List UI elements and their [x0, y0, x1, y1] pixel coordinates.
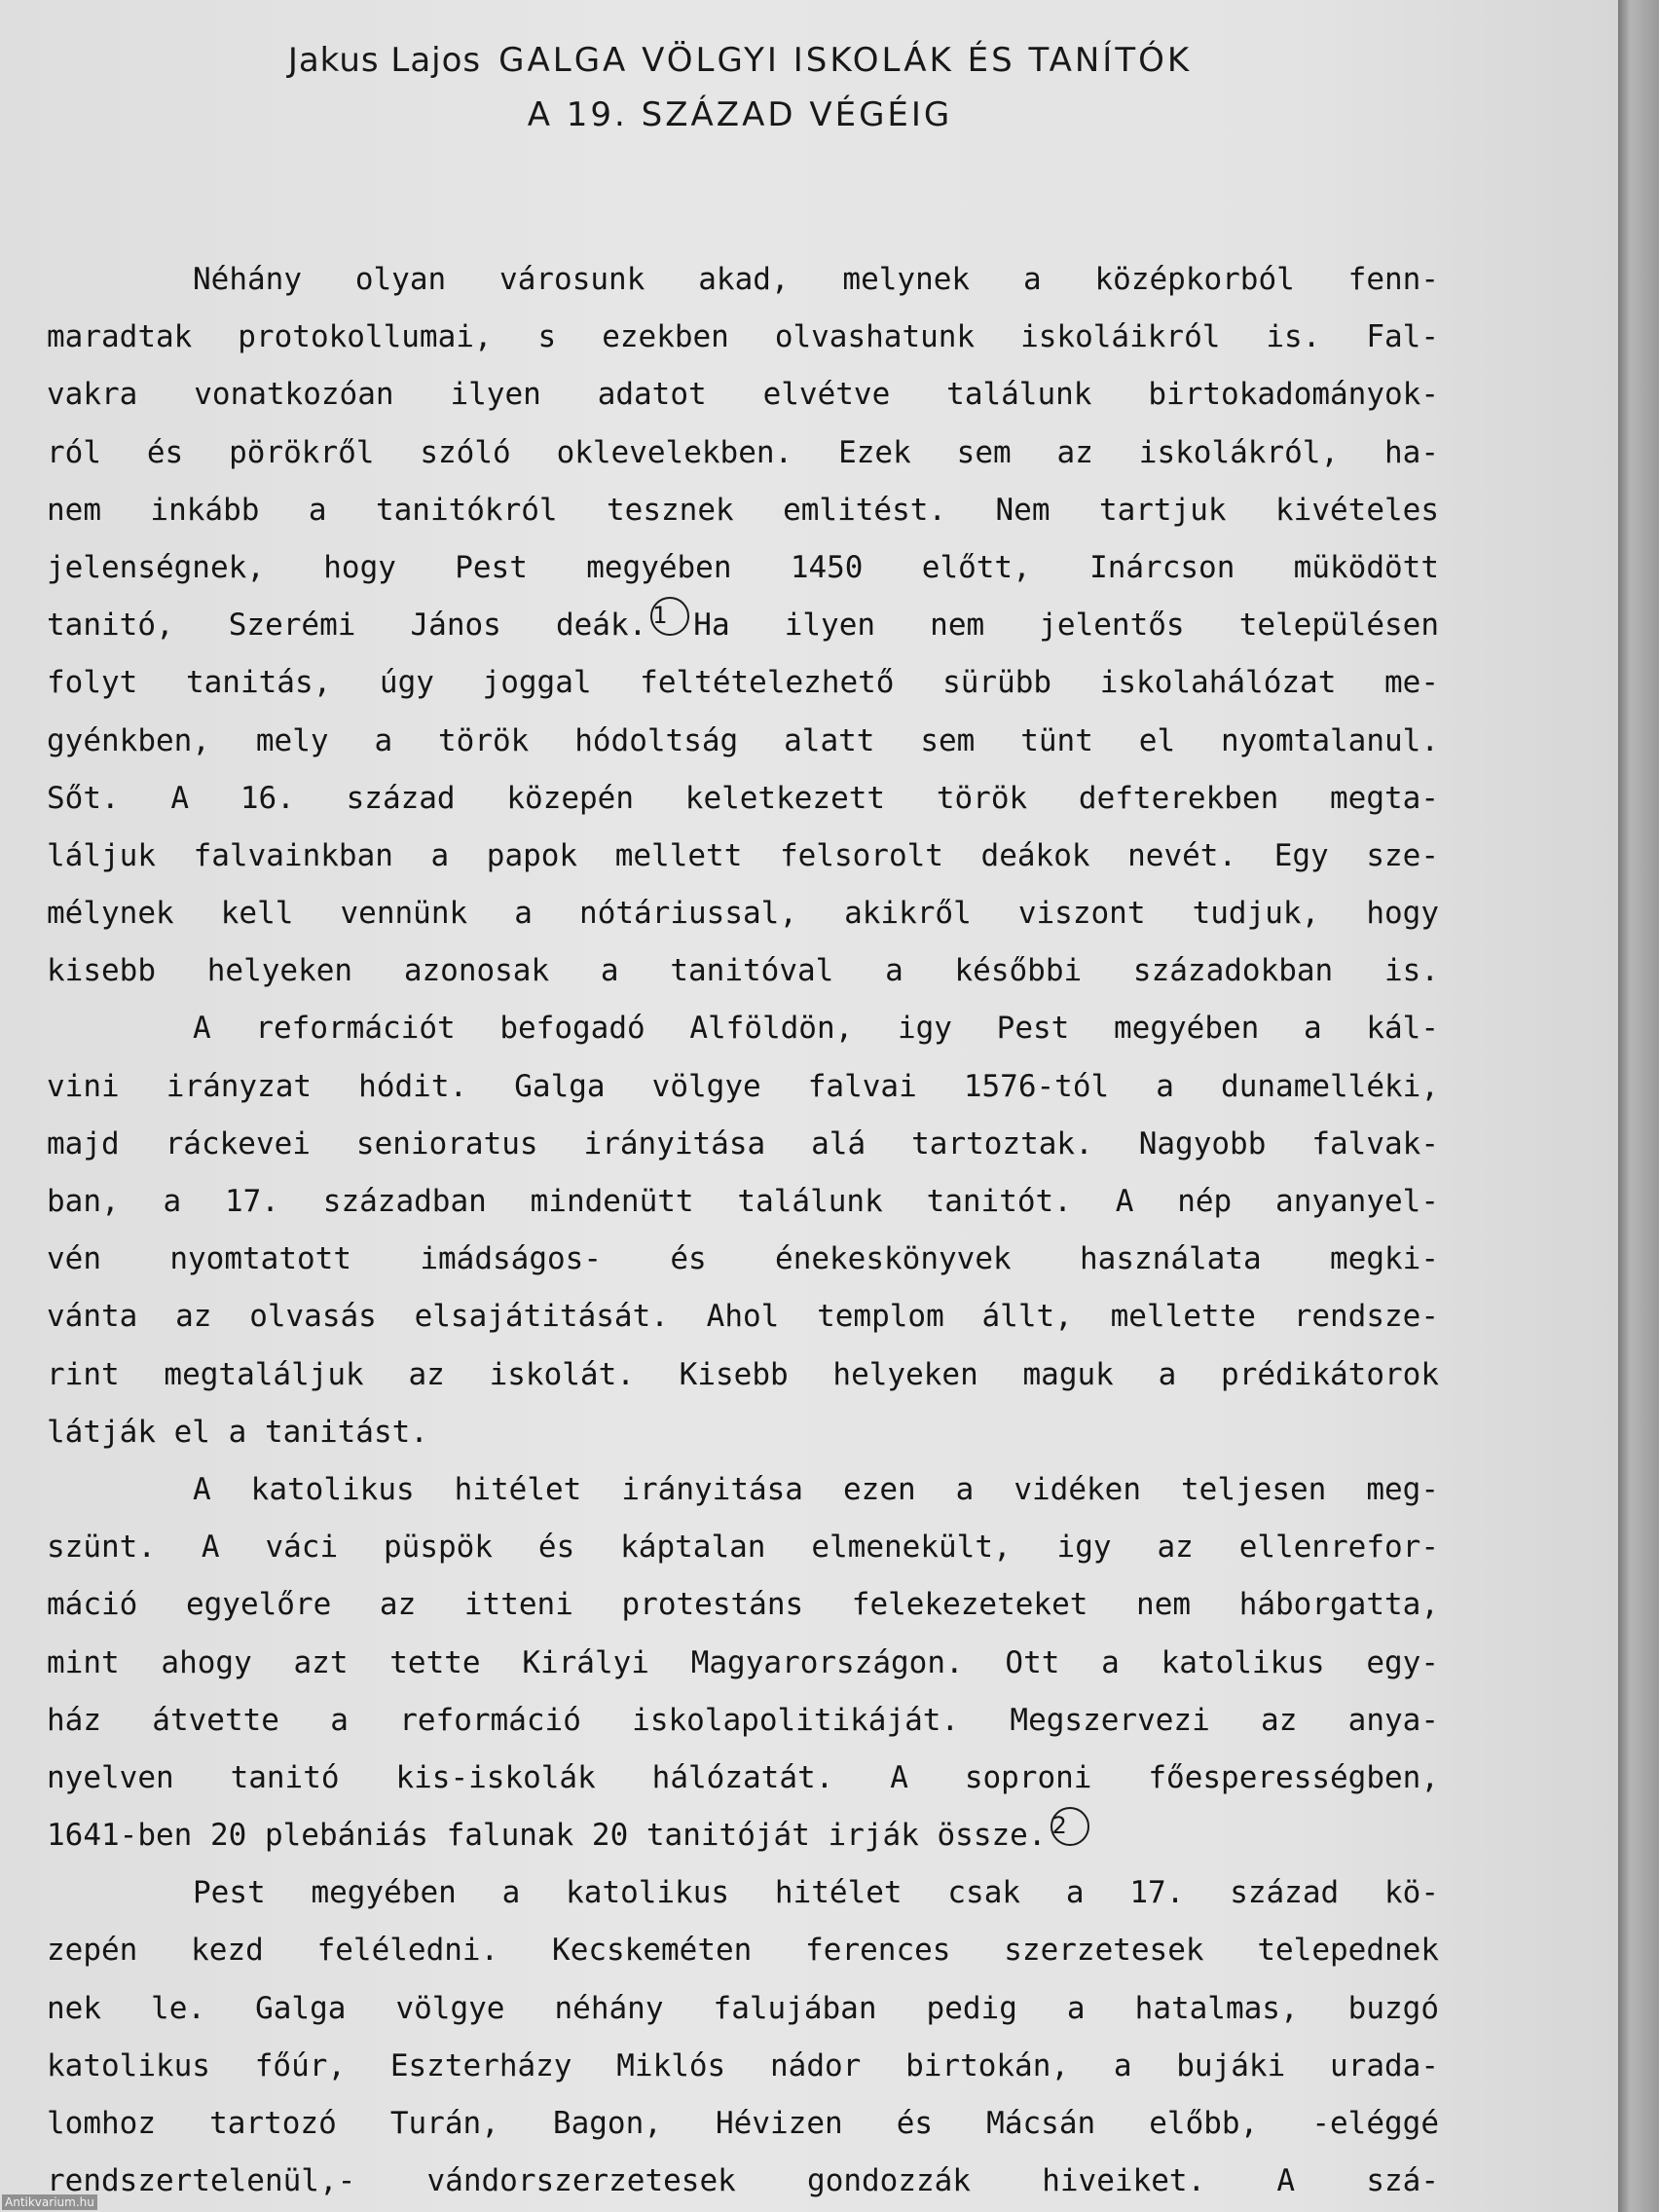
text-line-with-footnote	[47, 1807, 1439, 1864]
document-subtitle: A 19. SZÁZAD VÉGÉIG	[527, 95, 953, 134]
text-line: ról és pörökről szóló oklevelekben. Ezek sem az iskolákról, ha-	[47, 434, 1439, 470]
text-line: rendszertelenül,- vándorszerzetesek gondozzák hiveiket. A szá-	[47, 2163, 1439, 2199]
header-line-1	[0, 33, 1480, 88]
text-line: Pest megyében a katolikus hitélet csak a 17. század kö-	[193, 1875, 1439, 1911]
text-segment: Ha ilyen nem jelentős településen	[693, 608, 1439, 644]
footnote-mark-2: 2	[1051, 1807, 1089, 1846]
text-line: ház átvette a reformáció iskolapolitikáját. Megszervezi az anya-	[47, 1702, 1439, 1738]
text-line: nek le. Galga völgye néhány falujában pedig a hatalmas, buzgó	[47, 1990, 1439, 2026]
page-header	[0, 33, 1480, 142]
text-line: vini irányzat hódit. Galga völgye falvai 1576-tól a dunamelléki,	[47, 1068, 1439, 1104]
text-line: majd ráckevei senioratus irányitása alá tartoztak. Nagyobb falvak-	[47, 1125, 1439, 1161]
text-line-with-footnote	[47, 597, 1439, 654]
body-text	[47, 251, 1439, 2210]
author-name: Jakus Lajos	[287, 41, 482, 80]
text-line: folyt tanitás, úgy joggal feltételezhető sürübb iskolahálózat me-	[47, 665, 1439, 701]
page-edge-shadow	[1618, 0, 1659, 2212]
text-line: vén nyomtatott imádságos- és énekeskönyvek használata megki-	[47, 1241, 1439, 1277]
text-line: rint megtaláljuk az iskolát. Kisebb helyeken maguk a prédikátorok	[47, 1356, 1439, 1392]
text-segment: tanitó, Szerémi János deák.	[47, 608, 647, 644]
text-line: nyelven tanitó kis-iskolák hálózatát. A soproni főesperességben,	[47, 1759, 1439, 1795]
text-line: mint ahogy azt tette Királyi Magyarországon. Ott a katolikus egy-	[47, 1644, 1439, 1680]
text-line: szünt. A váci püspök és káptalan elmenekült, igy az ellenrefor-	[47, 1530, 1439, 1566]
text-line: látják el a tanitást.	[47, 1414, 428, 1450]
text-line: máció egyelőre az itteni protestáns felekezeteket nem háborgatta,	[47, 1587, 1439, 1623]
text-line: lomhoz tartozó Turán, Bagon, Hévizen és Mácsán előbb, -eléggé	[47, 2106, 1439, 2141]
text-line: gyénkben, mely a török hódoltság alatt sem tünt el nyomtalanul.	[47, 722, 1439, 758]
text-line: A katolikus hitélet irányitása ezen a vidéken teljesen meg-	[193, 1471, 1439, 1507]
text-line: maradtak protokollumai, s ezekben olvashatunk iskoláikról is. Fal-	[47, 319, 1439, 355]
text-segment: 1641-ben 20 plebániás falunak 20 tanitóját irják össze.	[47, 1818, 1047, 1854]
watermark: Antikvarium.hu	[2, 2194, 97, 2210]
text-line: katolikus főúr, Eszterházy Miklós nádor birtokán, a bujáki urada-	[47, 2047, 1439, 2083]
text-line: vánta az olvasás elsajátitását. Ahol templom állt, mellette rendsze-	[47, 1299, 1439, 1335]
footnote-mark-1: 1	[650, 597, 689, 636]
document-title: GALGA VÖLGYI ISKOLÁK ÉS TANÍTÓK	[498, 41, 1193, 80]
text-line: vakra vonatkozóan ilyen adatot elvétve találunk birtokadományok-	[47, 377, 1439, 413]
text-line: láljuk falvainkban a papok mellett felsorolt deákok nevét. Egy sze-	[47, 837, 1439, 873]
text-line: jelenségnek, hogy Pest megyében 1450 előtt, Inárcson müködött	[47, 549, 1439, 585]
text-line: Sőt. A 16. század közepén keletkezett török defterekben megta-	[47, 780, 1439, 816]
text-line: zepén kezd feléledni. Kecskeméten ferences szerzetesek telepednek	[47, 1933, 1439, 1969]
text-line: nem inkább a tanitókról tesznek emlitést. Nem tartjuk kivételes	[47, 492, 1439, 528]
text-line: ban, a 17. században mindenütt találunk tanitót. A nép anyanyel-	[47, 1184, 1439, 1219]
text-line: mélynek kell vennünk a nótáriussal, akikről viszont tudjuk, hogy	[47, 896, 1439, 932]
text-line: kisebb helyeken azonosak a tanitóval a későbbi századokban is.	[47, 953, 1439, 989]
text-line: A reformációt befogadó Alföldön, igy Pest megyében a kál-	[193, 1011, 1439, 1047]
text-line: Néhány olyan városunk akad, melynek a középkorból fenn-	[193, 262, 1439, 297]
